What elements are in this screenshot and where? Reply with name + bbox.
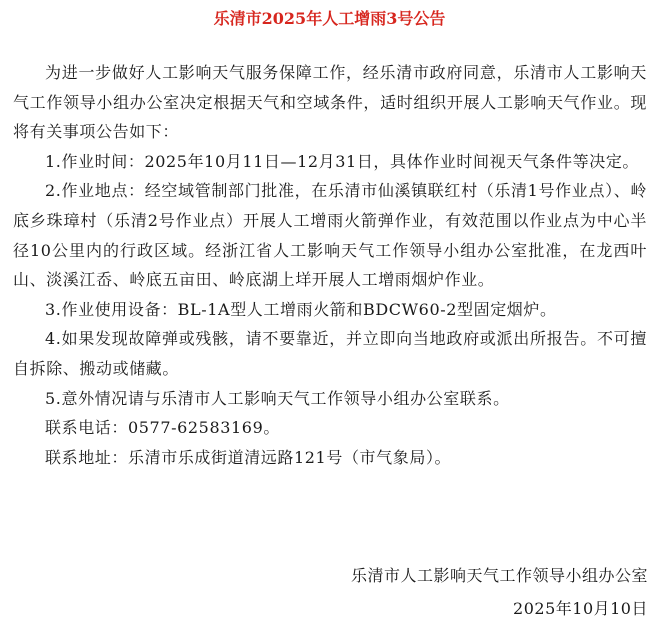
announcement-title: 乐清市2025年人工增雨3号公告	[213, 9, 446, 28]
item-time-paragraph: 1.作业时间：2025年10月11日—12月31日，具体作业时间视天气条件等决定。	[45, 151, 640, 171]
intro-paragraph: 为进一步做好人工影响天气服务保障工作，经乐清市政府同意，乐清市人工影响天气工作领导小组办公室决定根据天气和空域条件，适时组织开展人工影响天气作业。现将有关事项公告如下：	[13, 63, 647, 142]
contact-address: 联系地址：乐清市乐成街道清远路121号（市气象局）。	[45, 447, 452, 467]
signature-date: 2025年10月10日	[513, 599, 648, 618]
contact-phone: 联系电话：0577-62583169。	[45, 418, 280, 438]
item-equipment-paragraph: 3.作业使用设备：BL-1A型人工增雨火箭和BDCW60-2型固定烟炉。	[45, 299, 557, 319]
signature-organization: 乐清市人工影响天气工作领导小组办公室	[350, 566, 648, 585]
item-contact-paragraph: 5.意外情况请与乐清市人工影响天气工作领导小组办公室联系。	[45, 388, 510, 408]
item-warning-paragraph: 4.如果发现故障弹或残骸，请不要靠近，并立即向当地政府或派出所报告。不可擅自拆除、搬动或储藏。	[13, 329, 647, 378]
announcement-body	[13, 58, 647, 472]
item-location-paragraph: 2.作业地点：经空域管制部门批准，在乐清市仙溪镇联红村（乐清1号作业点）、岭底乡珠璋村（乐清2号作业点）开展人工增雨火箭弹作业，有效范围以作业点为中心半径10公里内的行政区域。经浙江省人工影响天气工作领导小组办公室批准，在龙西叶山、淡溪江岙、岭底五亩田、岭底湖上垟开展人工增雨烟炉作业。	[13, 181, 647, 290]
